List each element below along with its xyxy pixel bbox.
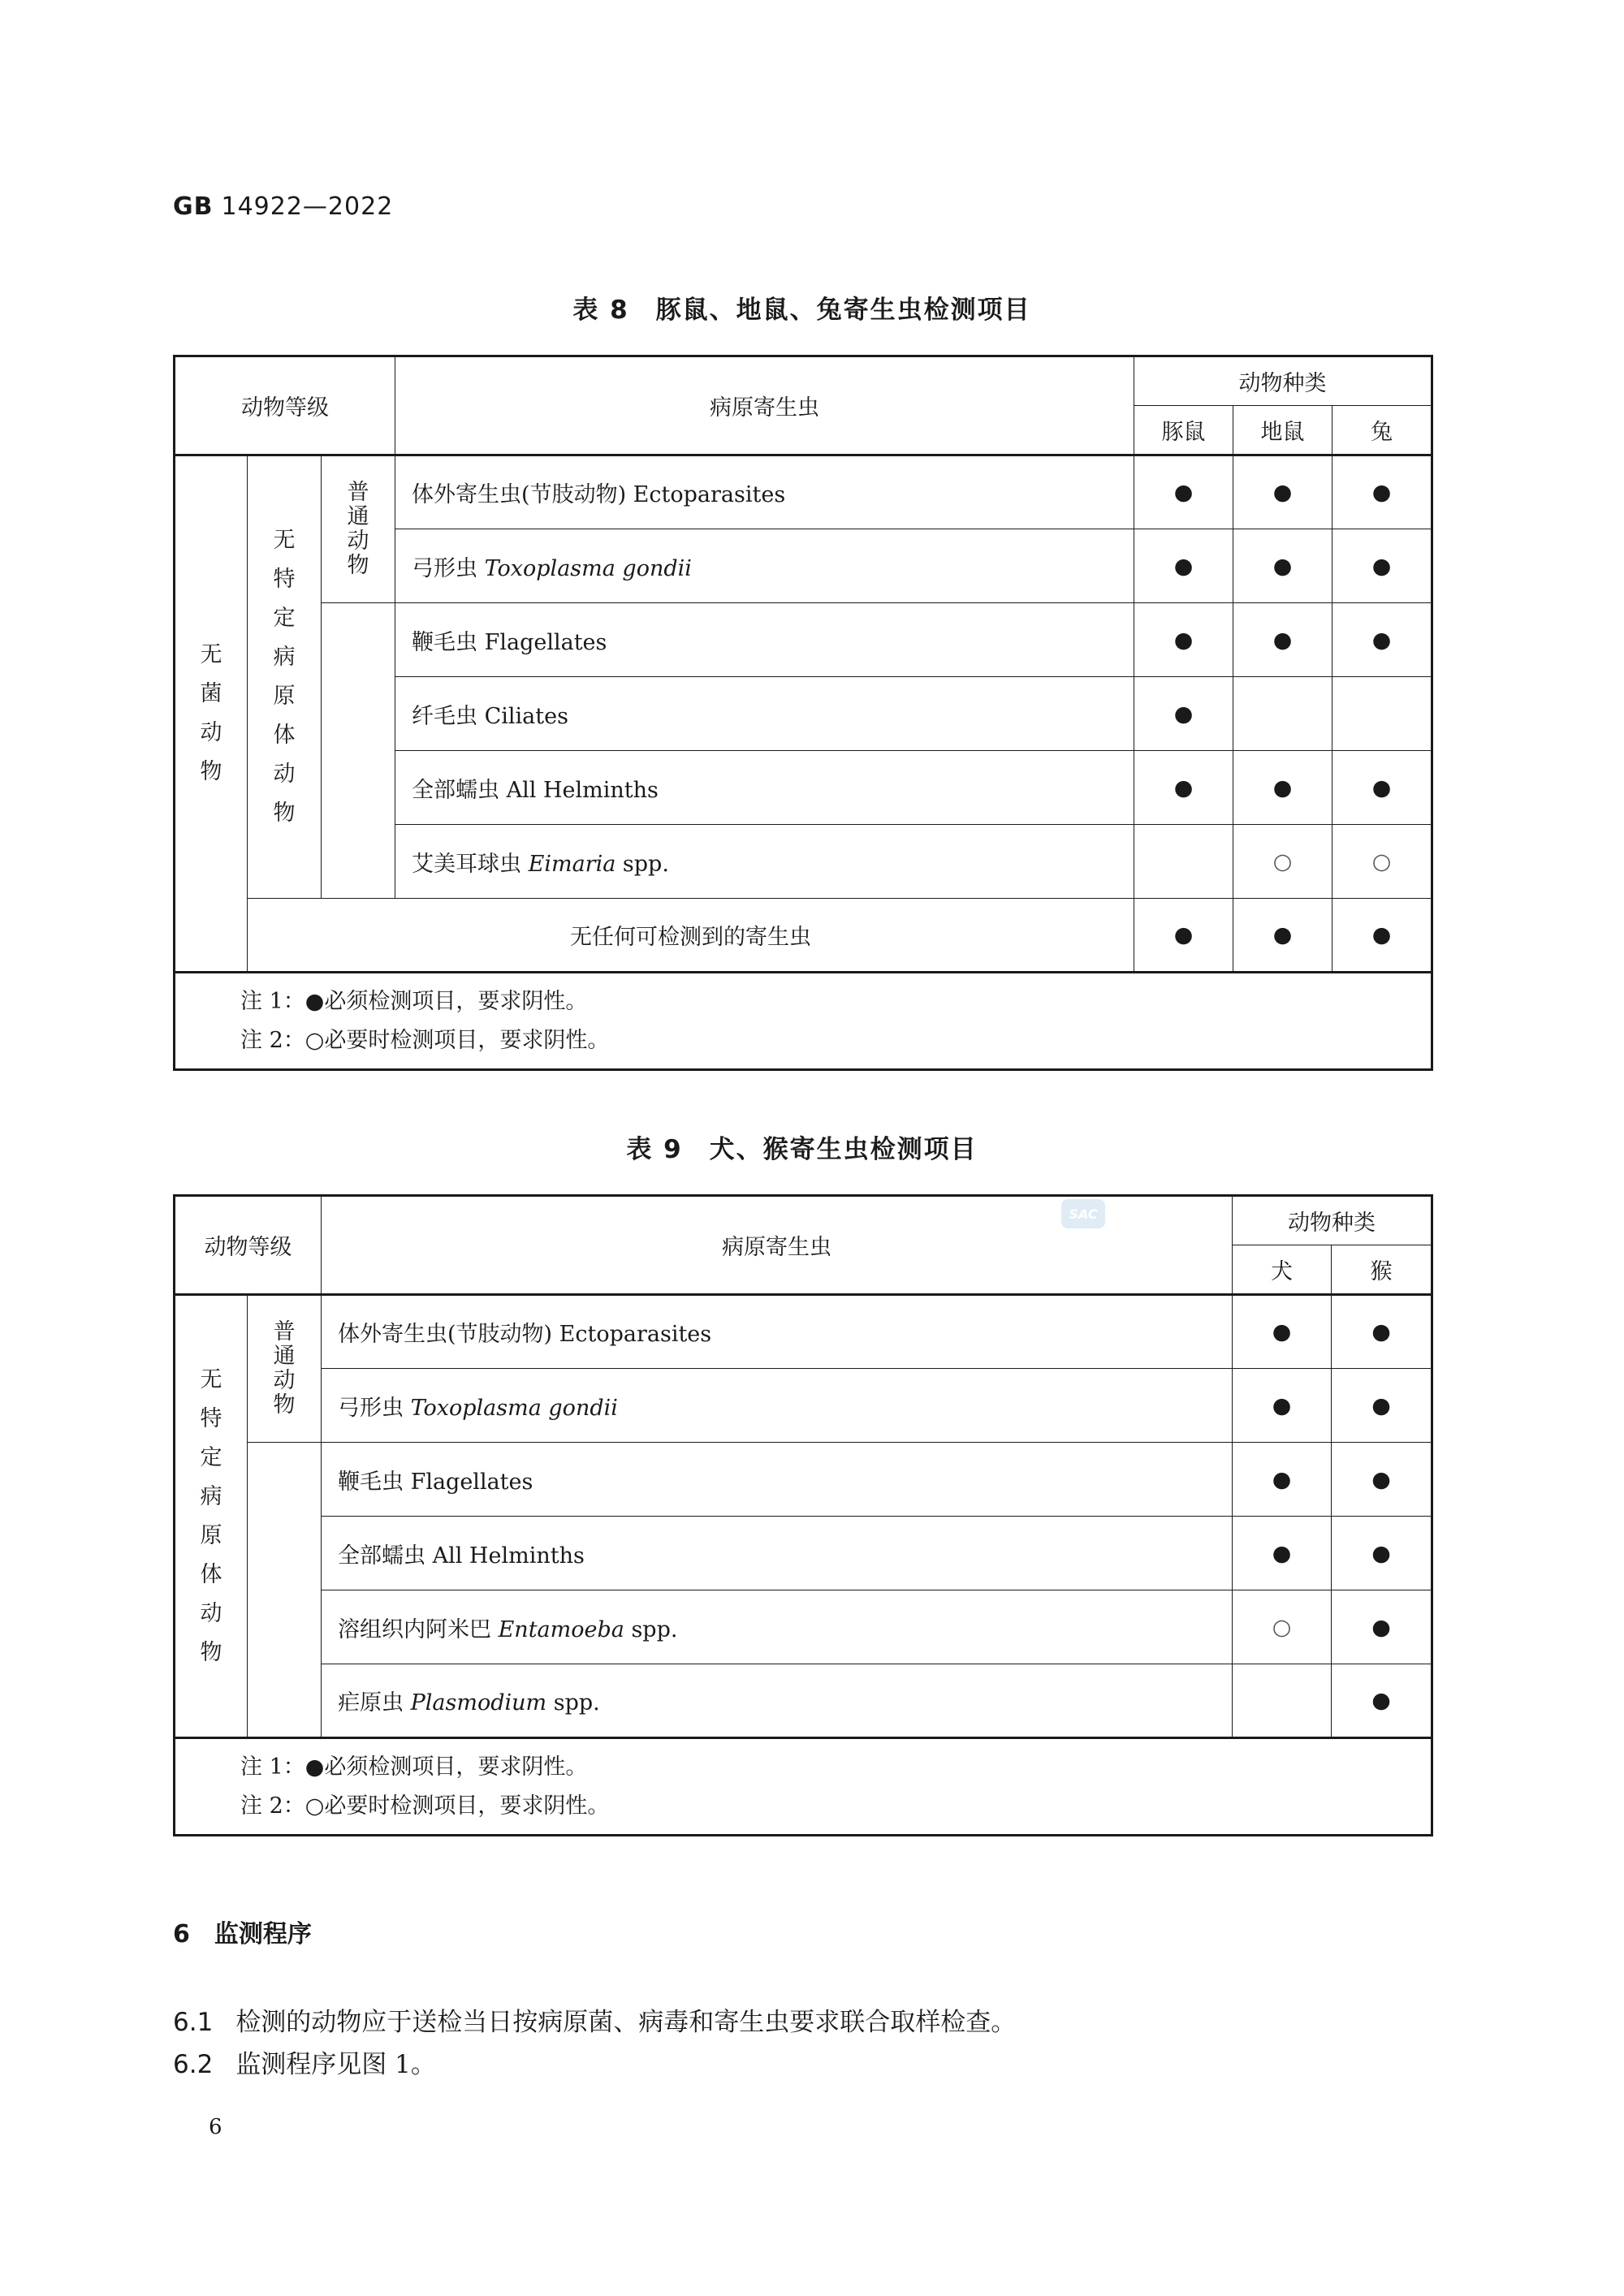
table9-row-helminths: 全部蠕虫 All Helminths [322, 1517, 1233, 1590]
table9-note-2: 注 2：○必要时检测项目，要求阴性。 [240, 1793, 610, 1819]
table8-mark: ● [1134, 529, 1233, 603]
table8-mark: ● [1134, 751, 1233, 825]
table8-row-no-parasite: 无任何可检测到的寄生虫 [248, 899, 1134, 973]
table9-mark: ● [1332, 1295, 1432, 1369]
table8-header-hamster: 地鼠 [1233, 406, 1332, 455]
table9-header-species: 动物种类 [1233, 1196, 1432, 1245]
table9-grade-spf: 无 特 定 病 原 体 动 物 [175, 1295, 248, 1738]
table8-mark: ● [1233, 751, 1332, 825]
table8-mark: ● [1332, 899, 1432, 973]
paragraph-6-1-number: 6.1 [173, 2008, 214, 2037]
table8-mark: ● [1332, 455, 1432, 529]
table9-mark: ● [1233, 1517, 1332, 1590]
table8-mark: ● [1332, 529, 1432, 603]
table9-mark: ● [1233, 1295, 1332, 1369]
table9-caption: 表 9 犬、猴寄生虫检测项目 [626, 1135, 978, 1164]
paragraph-6-2 [173, 2044, 436, 2080]
table8-mark: ● [1233, 529, 1332, 603]
table8-mark: ● [1134, 603, 1233, 677]
paragraph-6-1-text: 检测的动物应于送检当日按病原菌、病毒和寄生虫要求联合取样检查。 [235, 2008, 1017, 2037]
table9-note-1: 注 1：●必须检测项目，要求阴性。 [240, 1754, 588, 1780]
table9-row-entamoeba: 溶组织内阿米巴 Entamoeba spp. [322, 1590, 1233, 1664]
table9-mark: ● [1233, 1443, 1332, 1517]
table8-note-1: 注 1：●必须检测项目，要求阴性。 [240, 988, 588, 1014]
table8-grade-blank [322, 603, 395, 899]
table9-grade-conventional: 普 通 动 物 [248, 1295, 322, 1443]
table8-caption: 表 8 豚鼠、地鼠、兔寄生虫检测项目 [572, 296, 1031, 325]
table9-mark: ● [1332, 1369, 1432, 1443]
section-6-heading [173, 1914, 336, 1949]
table8-mark: ● [1233, 899, 1332, 973]
table8-row-helminths: 全部蠕虫 All Helminths [395, 751, 1134, 825]
table9-mark: ● [1233, 1369, 1332, 1443]
table8-mark: ○ [1233, 825, 1332, 899]
table9-mark: ● [1332, 1517, 1432, 1590]
table9-header-grade: 动物等级 [175, 1196, 322, 1295]
paragraph-6-2-text: 监测程序见图 1。 [235, 2050, 436, 2079]
paragraph-6-2-number: 6.2 [173, 2050, 214, 2079]
table8-mark [1332, 677, 1432, 751]
table9-mark: ● [1332, 1664, 1432, 1738]
table8-note-2: 注 2：○必要时检测项目，要求阴性。 [240, 1027, 610, 1053]
paragraph-6-1 [173, 2001, 1016, 2038]
table8-mark: ● [1134, 455, 1233, 529]
table9-grade-blank [248, 1443, 322, 1738]
table8-mark: ● [1233, 603, 1332, 677]
table9-notes [175, 1738, 1432, 1836]
table9-mark: ○ [1233, 1590, 1332, 1664]
table8-mark [1233, 677, 1332, 751]
table8-header-rabbit: 兔 [1332, 406, 1432, 455]
table8-row-ectoparasites: 体外寄生虫(节肢动物) Ectoparasites [395, 455, 1134, 529]
table9-header-monkey: 猴 [1332, 1245, 1432, 1295]
table9-header-dog: 犬 [1233, 1245, 1332, 1295]
document-header [173, 192, 393, 221]
table9-row-flagellates: 鞭毛虫 Flagellates [322, 1443, 1233, 1517]
standard-number: 14922—2022 [221, 192, 394, 221]
table9-row-plasmodium: 疟原虫 Plasmodium spp. [322, 1664, 1233, 1738]
table8-mark: ● [1134, 677, 1233, 751]
table8-header-grade: 动物等级 [175, 356, 395, 455]
table8-notes [175, 973, 1432, 1070]
table8-mark: ● [1332, 603, 1432, 677]
sac-watermark: SAC [1061, 1199, 1105, 1228]
section-6-title: 监测程序 [214, 1920, 312, 1949]
table9-row-ectoparasites: 体外寄生虫(节肢动物) Ectoparasites [322, 1295, 1233, 1369]
table8-header-guinea-pig: 豚鼠 [1134, 406, 1233, 455]
table8-grade-germfree: 无 菌 动 物 [175, 455, 248, 973]
table9-header-pathogen: 病原寄生虫 [322, 1196, 1233, 1295]
table8-mark: ● [1233, 455, 1332, 529]
table8-mark: ● [1332, 751, 1432, 825]
table8-grade-spf: 无 特 定 病 原 体 动 物 [248, 455, 322, 899]
table9-row-toxoplasma: 弓形虫 Toxoplasma gondii [322, 1369, 1233, 1443]
table8-row-flagellates: 鞭毛虫 Flagellates [395, 603, 1134, 677]
standard-prefix: GB [173, 192, 214, 221]
table8-grade-conventional: 普 通 动 物 [322, 455, 395, 603]
page-number: 6 [209, 2115, 222, 2139]
table8-row-ciliates: 纤毛虫 Ciliates [395, 677, 1134, 751]
table8-row-toxoplasma: 弓形虫 Toxoplasma gondii [395, 529, 1134, 603]
section-6-number: 6 [173, 1920, 190, 1949]
table9 [173, 1194, 1433, 1836]
table8-row-eimaria: 艾美耳球虫 Eimaria spp. [395, 825, 1134, 899]
table8-mark [1134, 825, 1233, 899]
table8 [173, 355, 1433, 1071]
table8-mark: ● [1134, 899, 1233, 973]
table9-mark: ● [1332, 1443, 1432, 1517]
table8-header-pathogen: 病原寄生虫 [395, 356, 1134, 455]
table8-mark: ○ [1332, 825, 1432, 899]
table9-mark: ● [1332, 1590, 1432, 1664]
table9-mark [1233, 1664, 1332, 1738]
table8-header-species: 动物种类 [1134, 356, 1432, 406]
